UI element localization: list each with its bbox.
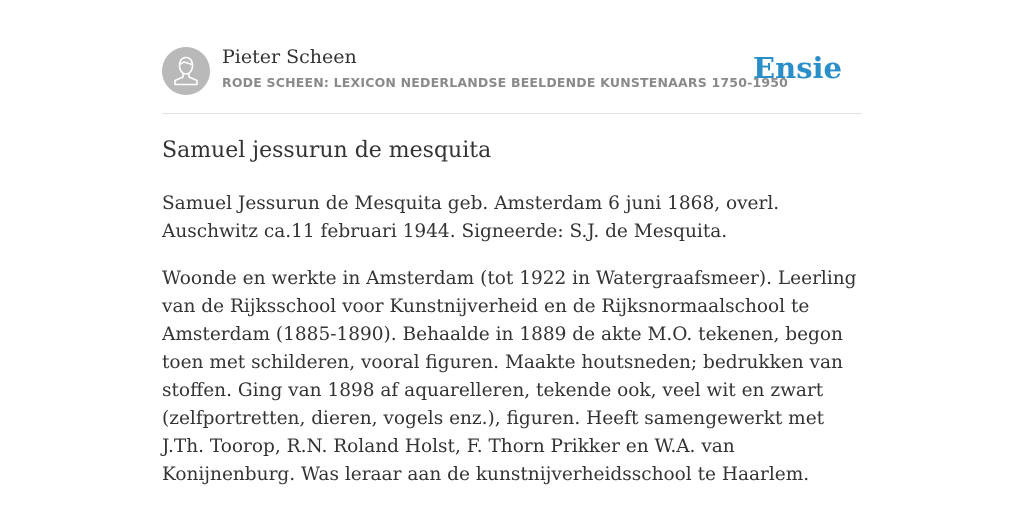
brand-logo[interactable]: Ensie xyxy=(753,51,842,85)
header-divider xyxy=(162,113,862,114)
article-body xyxy=(162,190,862,508)
article-paragraph: Woonde en werkte in Amsterdam (tot 1922 in Watergraafsmeer). Leerling van de Rijksschool voor Kunstnijverheid en de Rijksnormaalschool te Amsterdam (1885-1890). Behaalde in 1889 de akte M.O. tekenen, begon toen met schilderen, vooral figuren. Maakte houtsneden; bedrukken van stoffen. Ging van 1898 af aquarelleren, tekende ook, veel wit en zwart (zelfportretten, dieren, vogels enz.), figuren. Heeft samengewerkt met J.Th. Toorop, R.N. Roland Holst, F. Thorn Prikker en W.A. van Konijnenburg. Was leraar aan de kunstnijverheidsschool te Haarlem. xyxy=(162,268,857,485)
article-paragraph: Samuel Jessurun de Mesquita geb. Amsterdam 6 juni 1868, overl. Auschwitz ca.11 februari 1944. Signeerde: S.J. de Mesquita. xyxy=(162,193,780,242)
author-avatar[interactable] xyxy=(162,47,210,95)
user-silhouette-icon xyxy=(162,47,210,95)
source-title[interactable]: RODE SCHEEN: LEXICON NEDERLANDSE BEELDENDE KUNSTENAARS 1750-1950 xyxy=(222,75,789,90)
article-header xyxy=(162,46,862,96)
page-title: Samuel jessurun de mesquita xyxy=(162,138,492,163)
author-name[interactable]: Pieter Scheen xyxy=(222,46,357,68)
